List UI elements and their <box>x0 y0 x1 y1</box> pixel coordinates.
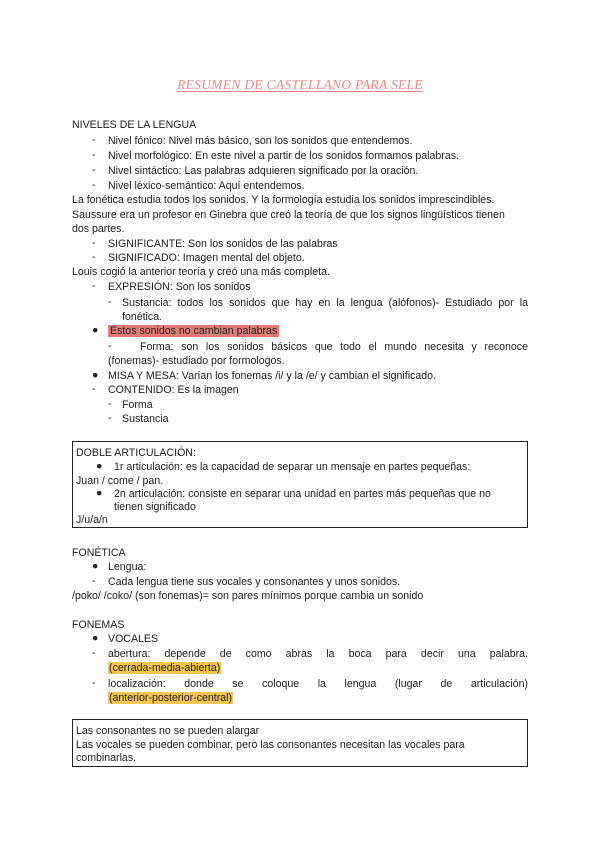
contenido-sustancia: Sustancia <box>122 413 169 425</box>
bullet-icon: ● <box>96 460 103 472</box>
highlight-red <box>108 324 279 338</box>
dash-marker: - <box>92 647 96 659</box>
doble-item-2-line-2: tienen significado <box>114 501 196 513</box>
saussure-line-2: dos partes. <box>72 223 125 235</box>
consonantes-line-2: Las vocales se pueden combinar, pero las consonantes necesitan las vocales para <box>76 739 465 751</box>
louis-line: Louis cogió la anterior teoría y creó una más completa. <box>72 266 330 278</box>
forma-line-2: (fonemas)- estudiado por formologos. <box>108 355 285 367</box>
consonantes-line-1: Las consonantes no se pueden alargar <box>76 725 260 737</box>
misa-mesa: MISA Y MESA: Varían los fonemas /i/ y la /e/ y cambian el significado. <box>108 370 436 382</box>
fonemas-heading: FONEMAS <box>72 619 125 631</box>
doble-item-2-line-1: 2n articulación: consiste en separar una unidad en partes más pequeñas que no <box>114 488 491 500</box>
localizacion-line-2 <box>108 691 233 705</box>
bullet-icon: ● <box>92 324 99 336</box>
doble-example-1: Juan / come / pan. <box>76 475 164 487</box>
dash-marker: - <box>92 575 96 587</box>
dash-marker: - <box>108 340 112 352</box>
vocales: VOCALES <box>108 633 159 645</box>
fonetica-dash: Cada lengua tiene sus vocales y consonantes y unos sonidos. <box>108 576 401 588</box>
pares-minimos: /poko/ /coko/ (son fonemas)= son pares mínimos porque cambia un sonido <box>72 590 424 602</box>
sustancia-line-1: Sustancia: todos los sonidos que hay en la lengua (alófonos)- Estudiado por la <box>122 297 528 309</box>
dash-marker: - <box>92 251 96 263</box>
dash-marker: - <box>108 412 112 424</box>
localizacion-line-1: localización: donde se coloque la lengua (lugar de articulación) <box>108 678 528 690</box>
bullet-icon: ● <box>92 632 99 644</box>
dash-marker: - <box>92 149 96 161</box>
consonantes-line-3: combinarlas. <box>76 752 137 764</box>
sustancia-line-2: fonética. <box>122 311 163 323</box>
significado: SIGNIFICADO: Imagen mental del objeto. <box>108 252 305 264</box>
dash-marker: - <box>92 134 96 146</box>
highlight-text: Estos sonidos no cambian palabras <box>110 325 278 337</box>
dash-marker: - <box>92 677 96 689</box>
dash-marker: - <box>92 280 96 292</box>
fonetica-lengua: Lengua: <box>108 561 147 573</box>
contenido-forma: Forma <box>122 399 153 411</box>
saussure-line-1: Saussure era un profesor en Ginebra que creó la teoría de que los signos lingüísticos tienen <box>72 209 505 221</box>
dash-marker: - <box>92 383 96 395</box>
doble-item-1: 1r articulación: es la capacidad de separar un mensaje en partes pequeñas: <box>114 461 471 473</box>
dash-marker: - <box>92 164 96 176</box>
significante: SIGNIFICANTE: Son los sonidos de las palabras <box>108 238 338 250</box>
document-title: RESUMEN DE CASTELLANO PARA SELE <box>177 77 423 92</box>
bullet-icon: ● <box>96 487 103 499</box>
abertura-line-2 <box>108 661 221 675</box>
nivel-sintactico: Nivel sintáctico: Las palabras adquieren significado por la oración. <box>108 165 419 177</box>
contenido: CONTENIDO: Es la imagen <box>108 384 239 396</box>
expresion: EXPRESIÓN: Son los sonidos <box>108 281 251 293</box>
localizacion-highlight: (anterior-posterior-central) <box>109 692 233 704</box>
nivel-morfologico: Nivel morfológico: En este nivel a partir de los sonidos formamos palabras. <box>108 150 459 162</box>
bullet-icon: ● <box>92 369 99 381</box>
nivel-lexico: Nivel léxico-semántico: Aquí entendemos. <box>108 180 305 192</box>
doble-heading: DOBLE ARTICULACIÓN: <box>76 447 196 459</box>
fonetica-heading: FONÉTICA <box>72 547 126 559</box>
nivel-fonico: Nivel fónico: Nivel más básico, son los sonidos que entendemos. <box>108 135 413 147</box>
bullet-icon: ● <box>92 560 99 572</box>
dash-marker: - <box>92 179 96 191</box>
fonetica-intro: La fonética estudia todos los sonidos. Y la formología estudia los sonidos imprescindibles. <box>72 194 495 206</box>
abertura-highlight: (cerrada-media-abierta) <box>109 662 221 674</box>
abertura-line-1: abertura: depende de como abras la boca para decir una palabra. <box>108 648 528 660</box>
doble-example-2: J/u/a/n <box>76 514 108 526</box>
dash-marker: - <box>108 398 112 410</box>
dash-marker: - <box>108 296 112 308</box>
niveles-heading: NIVELES DE LA LENGUA <box>72 119 197 131</box>
dash-marker: - <box>92 237 96 249</box>
forma-line-1: Forma: son los sonidos básicos que todo el mundo necesita y reconoce <box>140 341 528 353</box>
